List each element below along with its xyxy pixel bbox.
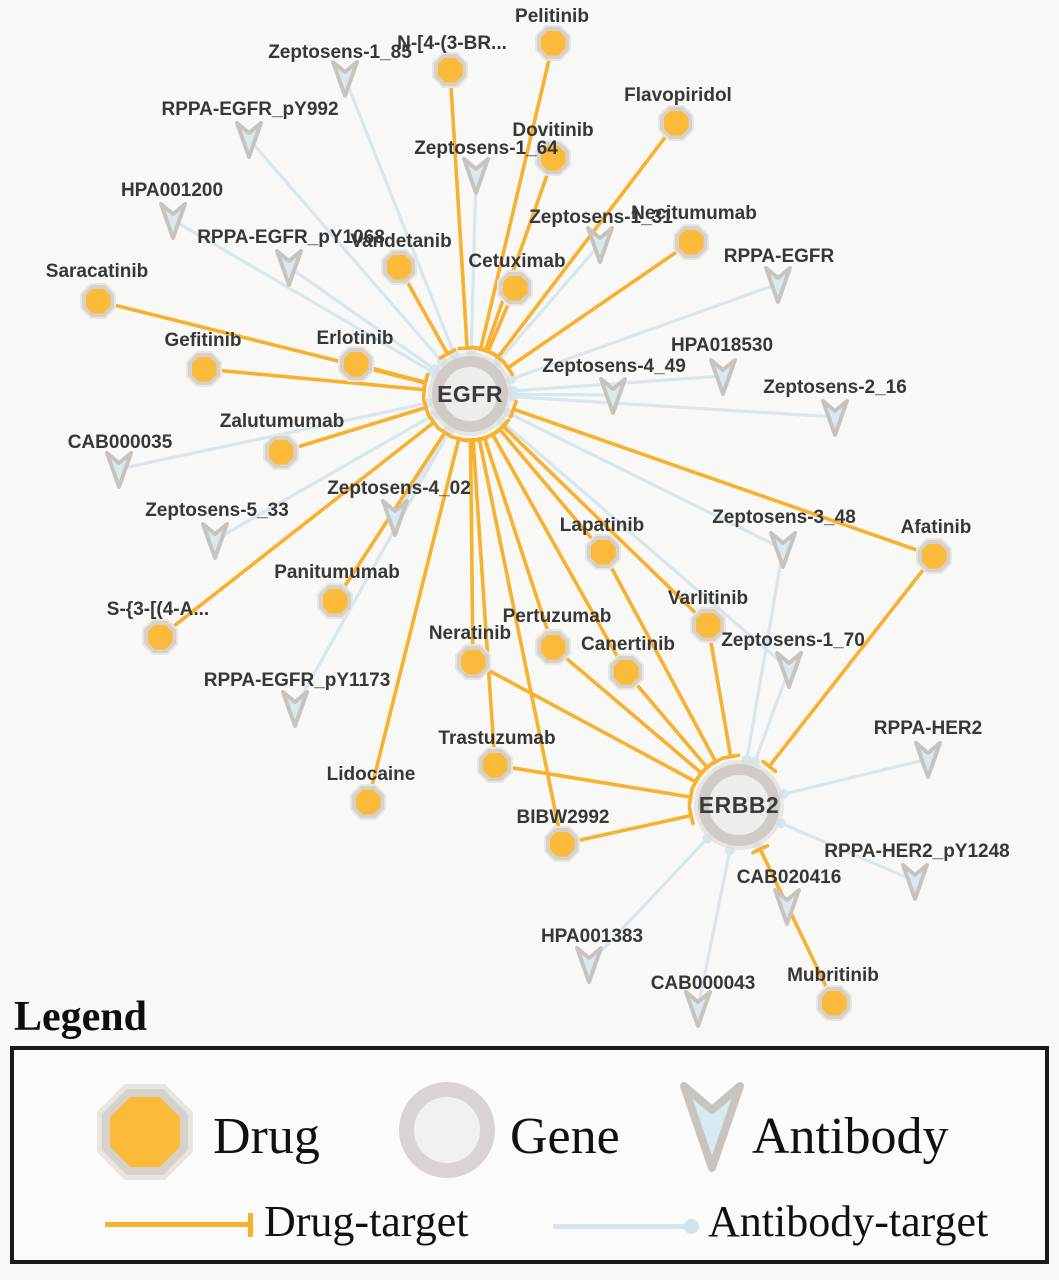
antibody-node-CAB000043[interactable]	[681, 989, 715, 1029]
antibody-node-RPPA-EGFR_pY1068[interactable]	[272, 248, 306, 288]
antibody-chevron-icon	[775, 890, 799, 924]
gene-icon	[399, 1082, 495, 1178]
node-label: Zeptosens-2_16	[763, 377, 907, 398]
node-label: Dovitinib	[512, 120, 594, 141]
drug-octagon	[323, 589, 348, 614]
node-label: Gefitinib	[164, 330, 242, 351]
drug-target-edge-tick	[423, 375, 427, 390]
antibody-chevron-icon	[601, 379, 625, 413]
drug-target-edge-end	[248, 1213, 253, 1237]
drug-node-S-{3-[(4-A...[interactable]	[142, 619, 178, 655]
drug-octagon	[86, 289, 111, 314]
drug-node-Panitumumab[interactable]	[317, 583, 353, 619]
drug-node-Afatinib[interactable]	[916, 538, 952, 574]
antibody-node-Zeptosens-1_31[interactable]	[583, 225, 617, 265]
antibody-chevron-icon	[711, 360, 735, 394]
antibody-chevron-icon	[771, 533, 795, 567]
drug-octagon	[356, 790, 381, 815]
antibody-chevron-icon	[383, 501, 407, 535]
antibody-node-Zeptosens-4_49[interactable]	[596, 376, 630, 416]
antibody-chevron-icon	[464, 159, 488, 193]
node-label: Erlotinib	[316, 328, 394, 349]
node-label: Trastuzumab	[438, 728, 556, 749]
node-label: Cetuximab	[468, 251, 566, 272]
antibody-chevron-icon	[588, 228, 612, 262]
drug-target-edge	[473, 440, 495, 765]
drug-octagon	[696, 613, 721, 638]
node-label: Necitumumab	[631, 203, 757, 224]
drug-target-edge-tick	[723, 755, 739, 758]
legend-drug-edge-label: Drug-target	[264, 1197, 469, 1246]
node-label: HPA018530	[670, 335, 774, 356]
node-label: Neratinib	[428, 623, 512, 644]
node-label: Pertuzumab	[502, 606, 612, 627]
drug-node-Erlotinib[interactable]	[338, 346, 374, 382]
node-label: HPA001200	[120, 180, 224, 201]
antibody-chevron-icon	[333, 62, 357, 96]
node-label: Canertinib	[581, 634, 675, 655]
node-label: Vandetanib	[350, 231, 452, 252]
drug-octagon	[614, 660, 639, 685]
drug-octagon	[664, 111, 689, 136]
drug-node-Lidocaine[interactable]	[350, 784, 386, 820]
drug-target-edge-tick	[459, 348, 475, 349]
drug-target-edge-icon	[105, 1222, 250, 1227]
drug-node-Cetuximab[interactable]	[497, 270, 533, 306]
node-label: Pelitinib	[515, 6, 589, 27]
antibody-node-HPA018530[interactable]	[706, 357, 740, 397]
antibody-chevron-icon	[277, 251, 301, 285]
drug-node-N-[4-(3-BR...[interactable]	[432, 52, 468, 88]
antibody-node-Zeptosens-4_02[interactable]	[378, 498, 412, 538]
drug-node-Saracatinib[interactable]	[80, 283, 116, 319]
antibody-node-Zeptosens-1_70[interactable]	[772, 650, 806, 690]
node-label: Saracatinib	[45, 261, 149, 282]
antibody-node-RPPA-HER2[interactable]	[911, 740, 945, 780]
node-label: RPPA-EGFR_pY1068	[197, 227, 385, 248]
drug-octagon	[591, 540, 616, 565]
drug-node-Lapatinib[interactable]	[585, 534, 621, 570]
drug-node-Pertuzumab[interactable]	[535, 629, 571, 665]
drug-node-Canertinib[interactable]	[608, 654, 644, 690]
node-label: Zeptosens-3_48	[712, 507, 856, 528]
node-label: RPPA-EGFR	[723, 246, 835, 267]
antibody-node-Zeptosens-3_48[interactable]	[766, 530, 800, 570]
drug-octagon	[541, 31, 566, 56]
drug-target-edge-tick	[689, 789, 692, 805]
drug-octagon	[461, 650, 486, 675]
node-label: RPPA-HER2_pY1248	[824, 841, 1010, 862]
antibody-chevron-icon	[686, 992, 710, 1026]
antibody-chevron-icon	[203, 524, 227, 558]
drug-node-Vandetanib[interactable]	[381, 249, 417, 285]
antibody-target-edge-dot	[776, 818, 786, 828]
drug-node-Mubritinib[interactable]	[816, 985, 852, 1021]
legend-antibody-edge-label: Antibody-target	[708, 1197, 989, 1246]
drug-octagon	[483, 753, 508, 778]
drug-node-Necitumumab[interactable]	[673, 224, 709, 260]
node-label: Panitumumab	[274, 562, 400, 583]
node-label: Lidocaine	[326, 764, 416, 785]
antibody-chevron-icon	[777, 653, 801, 687]
antibody-target-edge	[784, 761, 921, 794]
antibody-node-RPPA-EGFR[interactable]	[761, 265, 795, 305]
antibody-chevron-icon	[766, 268, 790, 302]
drug-node-Flavopiridol[interactable]	[658, 105, 694, 141]
drug-target-edge	[450, 70, 467, 348]
antibody-chevron-icon	[161, 204, 185, 238]
antibody-node-HPA001383[interactable]	[572, 945, 606, 985]
drug-octagon	[387, 255, 412, 280]
legend-title: Legend	[14, 994, 148, 1040]
drug-node-Zalutumumab[interactable]	[263, 434, 299, 470]
drug-octagon	[192, 357, 217, 382]
antibody-node-Zeptosens-1_85[interactable]	[328, 59, 362, 99]
antibody-chevron-icon	[237, 123, 261, 157]
antibody-chevron-icon	[283, 692, 307, 726]
legend-gene-label: Gene	[510, 1108, 620, 1165]
drug-octagon	[822, 991, 847, 1016]
drug-octagon	[438, 58, 463, 83]
node-label: Zeptosens-1_70	[721, 630, 865, 651]
node-label: Flavopiridol	[624, 85, 732, 106]
drug-node-Neratinib[interactable]	[455, 644, 491, 680]
node-label: CAB000035	[67, 432, 173, 453]
node-label: HPA001383	[540, 926, 644, 947]
gene-node-ERBB2[interactable]: ERBB2	[698, 764, 780, 846]
legend-antibody-label: Antibody	[752, 1108, 949, 1165]
drug-octagon	[550, 832, 575, 857]
node-label: Zeptosens-4_49	[542, 356, 686, 377]
node-label: Mubritinib	[787, 965, 879, 986]
antibody-chevron-icon	[903, 865, 927, 899]
antibody-node-Zeptosens-5_33[interactable]	[198, 521, 232, 561]
antibody-target-edge-icon	[553, 1224, 691, 1229]
antibody-node-RPPA-HER2_pY1248[interactable]	[898, 862, 932, 902]
node-label: N-[4-(3-BR...	[397, 33, 507, 54]
antibody-target-edge-end	[684, 1219, 699, 1234]
node-label: RPPA-EGFR_pY1173	[203, 670, 391, 691]
legend	[10, 1046, 1049, 1264]
node-label: Afatinib	[900, 517, 972, 538]
node-label: S-{3-[(4-A...	[106, 599, 210, 620]
antibody-node-CAB020416[interactable]	[770, 887, 804, 927]
drug-octagon	[679, 230, 704, 255]
antibody-target-edge	[513, 397, 827, 417]
node-label: RPPA-EGFR_pY992	[161, 99, 339, 120]
drug-target-edge	[495, 765, 691, 797]
node-label: Zalutumumab	[219, 411, 345, 432]
node-label: Zeptosens-5_33	[145, 500, 289, 521]
drug-octagon	[269, 440, 294, 465]
drug-target-edge-tick	[511, 402, 516, 417]
drug-octagon	[148, 625, 173, 650]
node-label: Zeptosens-4_02	[327, 478, 471, 499]
drug-octagon	[922, 544, 947, 569]
antibody-target-edge-dot	[725, 845, 735, 855]
antibody-target-edge-dot	[779, 789, 789, 799]
drug-node-Pelitinib[interactable]	[535, 25, 571, 61]
antibody-chevron-icon	[916, 743, 940, 777]
antibody-node-Zeptosens-2_16[interactable]	[818, 398, 852, 438]
gene-node-EGFR[interactable]: EGFR	[432, 356, 508, 432]
node-label: Zeptosens-1_64	[414, 138, 558, 159]
node-label: Lapatinib	[559, 515, 645, 536]
antibody-icon	[674, 1080, 750, 1176]
drug-node-Trastuzumab[interactable]	[477, 747, 513, 783]
node-label: Zeptosens-1_31	[529, 207, 673, 228]
node-label: CAB020416	[736, 867, 842, 888]
drug-octagon	[344, 352, 369, 377]
legend-drug-label: Drug	[213, 1108, 320, 1165]
drug-node-BIBW2992[interactable]	[544, 826, 580, 862]
drug-target-edge-tick	[689, 808, 692, 824]
antibody-target-edge-dot	[505, 375, 515, 385]
antibody-node-RPPA-EGFR_pY1173[interactable]	[278, 689, 312, 729]
node-label: Zeptosens-1_85	[268, 42, 412, 63]
antibody-node-Zeptosens-1_64[interactable]	[459, 156, 493, 196]
antibody-chevron-icon	[107, 453, 131, 487]
drug-octagon	[541, 635, 566, 660]
drug-node-Gefitinib[interactable]	[186, 351, 222, 387]
antibody-target-edge	[513, 394, 605, 395]
node-label: CAB000043	[650, 973, 756, 994]
node-label: BIBW2992	[516, 807, 610, 828]
antibody-node-CAB000035[interactable]	[102, 450, 136, 490]
antibody-chevron-icon	[577, 948, 601, 982]
antibody-node-HPA001200[interactable]	[156, 201, 190, 241]
drug-octagon	[503, 276, 528, 301]
antibody-chevron-icon	[823, 401, 847, 435]
drug-target-edge-tick	[465, 439, 481, 440]
node-label: Varlitinib	[667, 588, 749, 609]
antibody-node-RPPA-EGFR_pY992[interactable]	[232, 120, 266, 160]
node-label: RPPA-HER2	[873, 718, 983, 739]
